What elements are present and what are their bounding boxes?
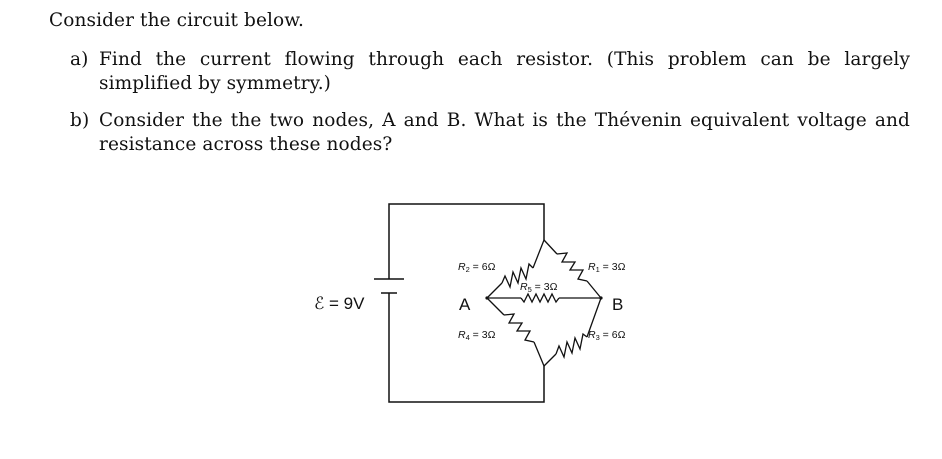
node-a-dot	[485, 296, 488, 299]
part-b-text: Consider the the two nodes, A and B. What is the Thévenin equivalent voltage and resistance across these nodes?	[99, 110, 910, 155]
resistor-r5	[487, 294, 601, 302]
r5-label: R5 = 3Ω	[520, 281, 558, 294]
emf-label: ℰ = 9V	[314, 294, 365, 313]
problem-intro: Consider the circuit below.	[49, 10, 305, 31]
node-a-label: A	[459, 295, 471, 314]
node-b-label: B	[612, 295, 624, 314]
part-a-text: Find the current flowing through each resistor. (This problem can be largely simplified by symmetry.)	[99, 49, 910, 94]
r2-label: R2 = 6Ω	[458, 261, 496, 274]
resistor-r4	[487, 298, 544, 366]
part-a-label: a)	[70, 49, 89, 70]
part-b-label: b)	[70, 110, 90, 131]
battery-icon	[374, 279, 404, 293]
node-b-dot	[599, 296, 602, 299]
r3-label: R3 = 6Ω	[588, 329, 626, 342]
r4-label: R4 = 3Ω	[458, 329, 496, 342]
r1-label: R1 = 3Ω	[588, 261, 626, 274]
